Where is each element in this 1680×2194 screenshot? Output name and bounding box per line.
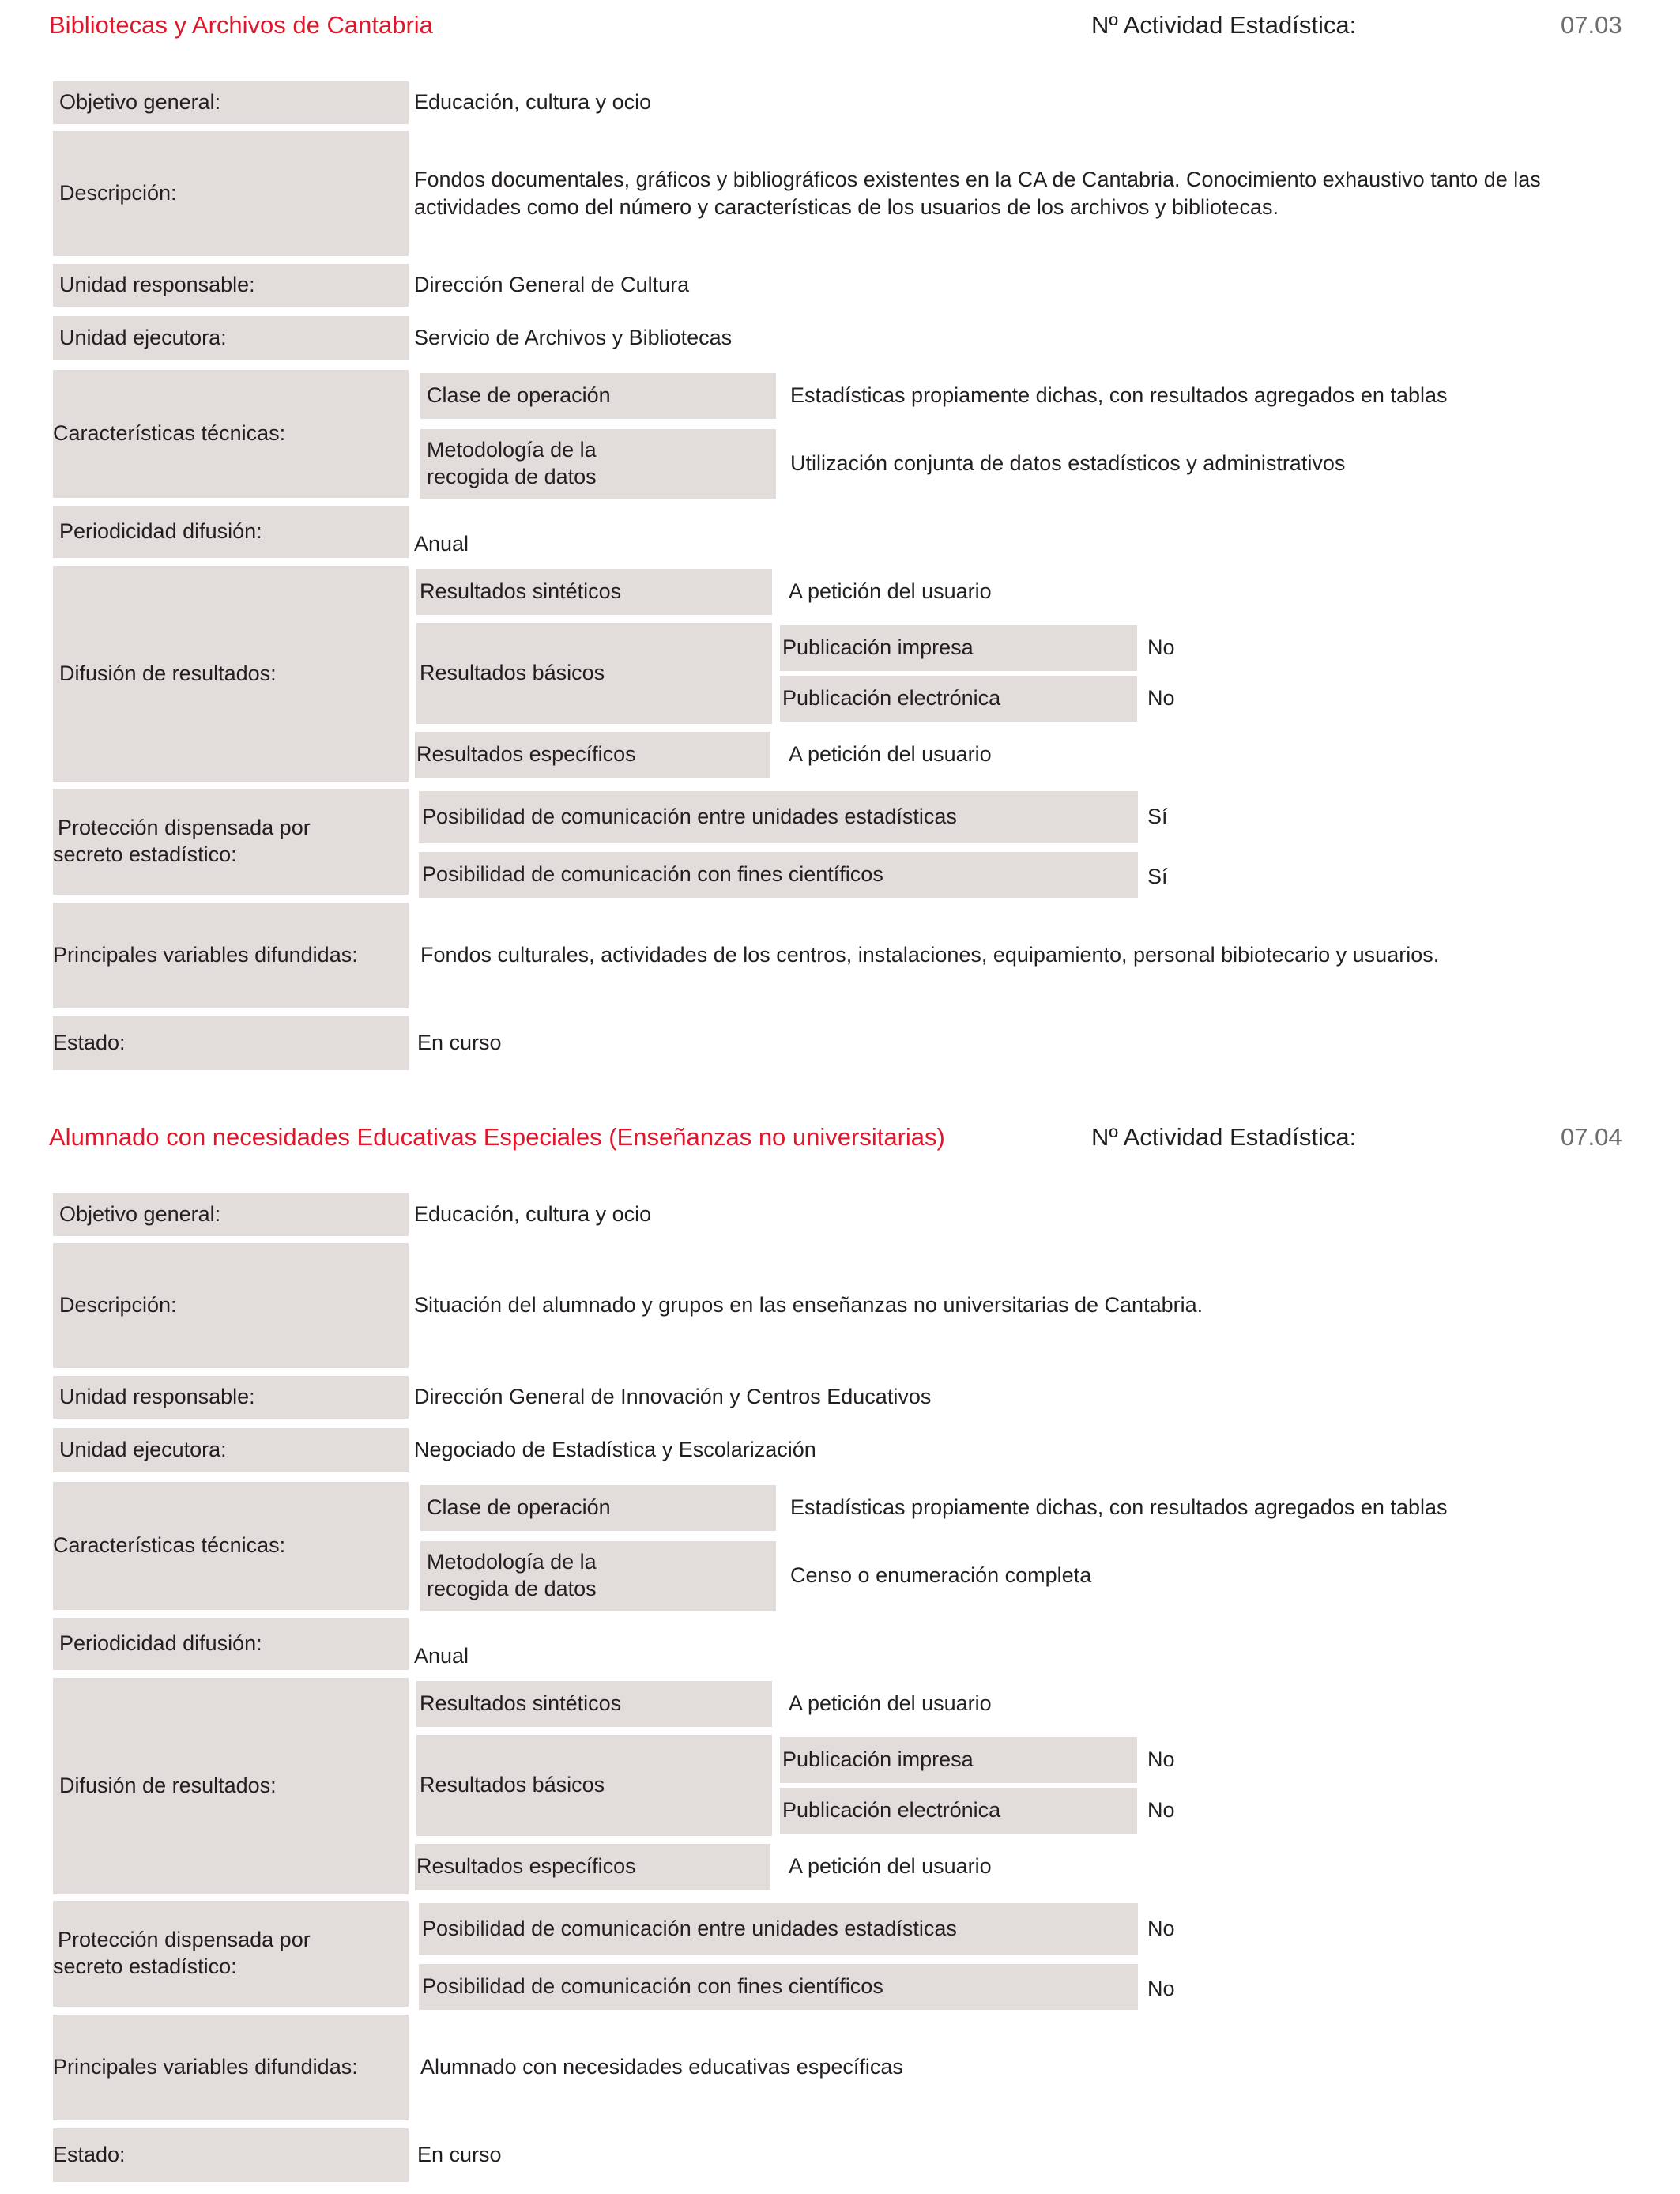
difusion-label: Difusión de resultados: (53, 1678, 409, 1894)
activity-section (0, 1112, 1680, 2194)
unidad-responsable-label: Unidad responsable: (53, 264, 409, 307)
descripcion-label: Descripción: (53, 131, 409, 256)
descripcion-value: Fondos documentales, gráficos y bibliográficos existentes en la CA de Cantabria. Conocimiento exhaustivo tanto de las actividades como del número y características de los usuarios de los archivos y bibliotecas. (414, 167, 1541, 219)
metodologia-label: Metodología de la recogida de datos (420, 1541, 776, 1611)
unidad-responsable-value: Dirección General de Cultura (414, 273, 690, 297)
basicos-label: Resultados básicos (416, 623, 772, 724)
estado-value: En curso (417, 1031, 502, 1055)
unidad-responsable-value: Dirección General de Innovación y Centros Educativos (414, 1385, 932, 1409)
activity-section (0, 0, 1680, 1091)
com-unidades-value: Sí (1147, 805, 1168, 829)
activity-number-label: Nº Actividad Estadística: (1091, 11, 1357, 39)
pub-impresa-label: Publicación impresa (780, 625, 1137, 671)
com-unidades-value: No (1147, 1917, 1175, 1941)
pub-electronica-label: Publicación electrónica (780, 1788, 1137, 1834)
periodicidad-value: Anual (414, 1643, 469, 1668)
sinteticos-label: Resultados sintéticos (416, 569, 772, 615)
estado-value: En curso (417, 2143, 502, 2167)
difusion-label: Difusión de resultados: (53, 566, 409, 782)
pub-electronica-value: No (1147, 1798, 1175, 1823)
sinteticos-value: A petición del usuario (789, 579, 992, 604)
caracteristicas-label: Características técnicas: (53, 1482, 409, 1610)
clase-operacion-label: Clase de operación (420, 1485, 776, 1531)
unidad-responsable-label: Unidad responsable: (53, 1376, 409, 1419)
pub-impresa-value: No (1147, 1747, 1175, 1772)
variables-value: Alumnado con necesidades educativas específicas (420, 2055, 903, 2079)
section-title: Alumnado con necesidades Educativas Especiales (Enseñanzas no universitarias) (49, 1123, 945, 1151)
clase-operacion-value: Estadísticas propiamente dichas, con resultados agregados en tablas (790, 383, 1448, 408)
com-unidades-label: Posibilidad de comunicación entre unidades estadísticas (419, 791, 1138, 843)
com-cientificos-label: Posibilidad de comunicación con fines científicos (419, 852, 1138, 898)
caracteristicas-label: Características técnicas: (53, 370, 409, 498)
unidad-ejecutora-label: Unidad ejecutora: (53, 316, 409, 360)
objetivo-label: Objetivo general: (53, 1193, 409, 1236)
estado-label: Estado: (53, 1016, 409, 1070)
sinteticos-label: Resultados sintéticos (416, 1681, 772, 1727)
pub-impresa-value: No (1147, 635, 1175, 660)
estado-label: Estado: (53, 2128, 409, 2182)
pub-electronica-value: No (1147, 686, 1175, 711)
com-cientificos-label: Posibilidad de comunicación con fines científicos (419, 1964, 1138, 2010)
variables-value: Fondos culturales, actividades de los centros, instalaciones, equipamiento, personal bibiotecario y usuarios. (420, 943, 1440, 967)
metodologia-value: Censo o enumeración completa (790, 1563, 1092, 1588)
variables-label: Principales variables difundidas: (53, 903, 409, 1008)
proteccion-label: Protección dispensada por secreto estadístico: (53, 789, 409, 895)
pub-electronica-label: Publicación electrónica (780, 676, 1137, 722)
variables-label: Principales variables difundidas: (53, 2015, 409, 2120)
descripcion-label: Descripción: (53, 1243, 409, 1368)
com-unidades-label: Posibilidad de comunicación entre unidades estadísticas (419, 1903, 1138, 1955)
metodologia-value: Utilización conjunta de datos estadísticos y administrativos (790, 451, 1346, 476)
activity-number-label: Nº Actividad Estadística: (1091, 1123, 1357, 1151)
especificos-value: A petición del usuario (789, 1854, 992, 1879)
periodicidad-label: Periodicidad difusión: (53, 1618, 409, 1670)
sinteticos-value: A petición del usuario (789, 1691, 992, 1716)
clase-operacion-label: Clase de operación (420, 373, 776, 419)
periodicidad-label: Periodicidad difusión: (53, 506, 409, 558)
objetivo-value: Educación, cultura y ocio (414, 1202, 652, 1227)
especificos-value: A petición del usuario (789, 742, 992, 767)
metodologia-label: Metodología de la recogida de datos (420, 429, 776, 499)
unidad-ejecutora-label: Unidad ejecutora: (53, 1428, 409, 1472)
com-cientificos-value: Sí (1147, 865, 1168, 889)
clase-operacion-value: Estadísticas propiamente dichas, con resultados agregados en tablas (790, 1495, 1448, 1520)
unidad-ejecutora-value: Servicio de Archivos y Bibliotecas (414, 326, 733, 350)
unidad-ejecutora-value: Negociado de Estadística y Escolarización (414, 1438, 816, 1462)
periodicidad-value: Anual (414, 531, 469, 556)
section-title: Bibliotecas y Archivos de Cantabria (49, 11, 433, 39)
objetivo-value: Educación, cultura y ocio (414, 90, 652, 115)
descripcion-value: Situación del alumnado y grupos en las enseñanzas no universitarias de Cantabria. (414, 1293, 1203, 1318)
especificos-label: Resultados específicos (415, 732, 770, 778)
activity-number: 07.04 (1561, 1123, 1622, 1151)
especificos-label: Resultados específicos (415, 1844, 770, 1890)
activity-number: 07.03 (1561, 11, 1622, 39)
objetivo-label: Objetivo general: (53, 81, 409, 124)
basicos-label: Resultados básicos (416, 1735, 772, 1836)
pub-impresa-label: Publicación impresa (780, 1737, 1137, 1783)
proteccion-label: Protección dispensada por secreto estadístico: (53, 1901, 409, 2007)
com-cientificos-value: No (1147, 1977, 1175, 2001)
